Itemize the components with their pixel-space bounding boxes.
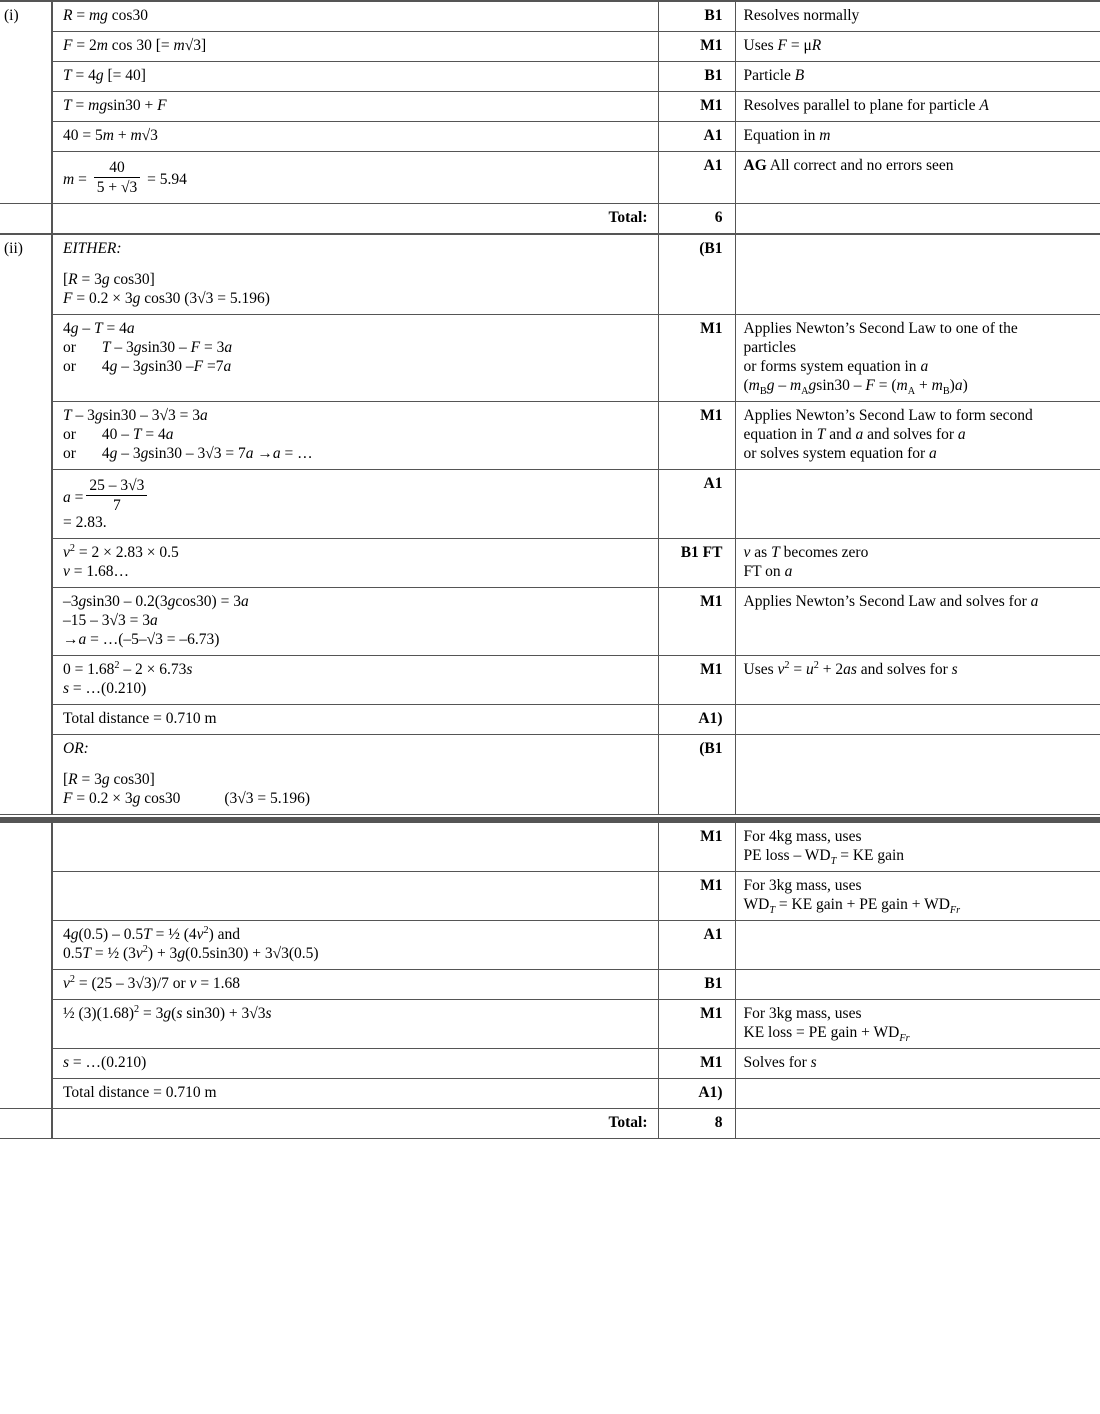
table-row xyxy=(0,656,1100,705)
note-cell: Uses F = μR xyxy=(735,32,1100,62)
note-line: For 3kg mass, uses xyxy=(743,877,862,895)
working-cell xyxy=(52,152,658,204)
equation-t-4g: T = 4g [= 40] xyxy=(63,67,146,84)
total-value-ii: 8 xyxy=(658,1109,735,1139)
table-row xyxy=(0,92,1100,122)
equation-v-squared-result: $v^2 = (25 - 3√3)/7$ or v = 1.68 xyxy=(63,974,241,993)
table-row xyxy=(0,1000,1100,1049)
note-cell: Uses $v^2 = u^2 + 2as$ and solves for s xyxy=(735,656,1100,705)
fraction-result: = 5.94 xyxy=(147,170,187,188)
total-row-ii xyxy=(0,1109,1100,1139)
mark-cell: M1 xyxy=(658,1049,735,1079)
equation-decel-2: –15 – 3√3 = 3a xyxy=(63,612,158,630)
note-line: For 3kg mass, uses xyxy=(743,1005,862,1023)
equation-v-squared: $v^2 = 2 \times 2.83 \times 0.5$ xyxy=(63,543,179,562)
working-cell xyxy=(52,92,658,122)
mark-cell: M1 xyxy=(658,1000,735,1049)
mark-cell: (B1 xyxy=(658,735,735,815)
fraction-m xyxy=(94,159,141,197)
note-cell-pe-4kg xyxy=(735,822,1100,872)
note-line: equation in T and a and solves for a xyxy=(743,425,966,443)
working-cell-or xyxy=(52,735,658,815)
note-cell xyxy=(735,234,1100,315)
table-row xyxy=(0,401,1100,469)
equation-4g-3gsin30-3root3: or 4g – 3gsin30 – 3√3 = 7a →a = … xyxy=(63,444,313,462)
note-cell xyxy=(735,970,1100,1000)
mark-cell: B1 xyxy=(658,1,735,32)
note-cell-v-ft xyxy=(735,539,1100,588)
working-cell-s-result xyxy=(52,1049,658,1079)
equation-s-result: s = …(0.210) xyxy=(63,1054,147,1072)
note-line: $WD_T$ = KE gain + PE gain + $WD_{Fr}$ xyxy=(743,896,961,917)
working-cell-suvat xyxy=(52,656,658,705)
note-line: or forms system equation in a xyxy=(743,357,929,375)
table-row xyxy=(0,588,1100,656)
working-cell-either xyxy=(52,234,658,315)
working-cell-vsq-result xyxy=(52,970,658,1000)
mark-cell: M1 xyxy=(658,822,735,872)
note-cell xyxy=(735,469,1100,539)
table-row xyxy=(0,62,1100,92)
either-heading: EITHER: xyxy=(63,239,122,257)
note-line: KE loss = PE gain + $WD_{Fr}$ xyxy=(743,1024,910,1045)
equation-f-02-3gcos30: F = 0.2 × 3g cos30 (3√3 = 5.196) xyxy=(63,289,270,307)
note-line: or solves system equation for a xyxy=(743,444,937,462)
mark-cell: B1 xyxy=(658,970,735,1000)
equation-decel-1: –3gsin30 – 0.2(3gcos30) = 3a xyxy=(63,593,249,611)
table-row xyxy=(0,1049,1100,1079)
table-row xyxy=(0,32,1100,62)
note-cell-wd-3kg xyxy=(735,872,1100,921)
mark-cell: A1 xyxy=(658,469,735,539)
note-cell xyxy=(735,735,1100,815)
part-label-i: (i) xyxy=(0,1,52,203)
note-cell: Equation in m xyxy=(735,122,1100,152)
note-cell: Resolves parallel to plane for particle A xyxy=(735,92,1100,122)
equation-t-mgsin30: T = mgsin30 + F xyxy=(63,97,167,114)
note-cell-nsl1 xyxy=(735,314,1100,401)
note-line: v as T becomes zero xyxy=(743,544,869,562)
total-label-ii: Total: xyxy=(52,1109,658,1139)
total-label-i: Total: xyxy=(52,203,658,234)
working-cell xyxy=(52,822,658,872)
table-row xyxy=(0,314,1100,401)
part-label-spacer xyxy=(0,203,52,234)
spacer xyxy=(63,758,650,771)
equation-r-3gcos30: [R = 3g cos30] xyxy=(63,270,155,288)
working-cell xyxy=(52,1,658,32)
mark-cell: M1 xyxy=(658,32,735,62)
table-row xyxy=(0,705,1100,735)
working-cell-total-distance-2: Total distance = 0.710 m xyxy=(52,1079,658,1109)
note-line: PE loss – $WD_T$ = KE gain xyxy=(743,847,905,868)
equation-energy-2: 0.5T = ½ $(3v^2) + 3g(0.5\sin 30) + 3√3(0.5)$ xyxy=(63,944,319,963)
mark-cell: M1 xyxy=(658,656,735,705)
table-row xyxy=(0,872,1100,921)
equation-40-5m: 40 = 5m + m√3 xyxy=(63,127,158,144)
note-line-system-equation: $(m_Bg - m_Agsin30 - F = (m_A + m_B)a)$ xyxy=(743,376,968,397)
note-cell: AG All correct and no errors seen xyxy=(735,152,1100,204)
mark-cell: A1) xyxy=(658,1079,735,1109)
note-cell: Resolves normally xyxy=(735,1,1100,32)
note-cell xyxy=(735,1109,1100,1139)
note-cell: Applies Newton’s Second Law and solves for a xyxy=(735,588,1100,656)
mark-cell: (B1 xyxy=(658,234,735,315)
note-line: FT on a xyxy=(743,563,793,581)
working-cell-decel xyxy=(52,588,658,656)
working-cell xyxy=(52,32,658,62)
table-row xyxy=(0,539,1100,588)
or-heading: OR: xyxy=(63,740,89,758)
mark-cell: B1 xyxy=(658,62,735,92)
note-line: Applies Newton’s Second Law to form second xyxy=(743,406,1033,424)
equation-ke: ½ $(3)(1.68)^2 = 3g(s$ sin30) + 3√3s xyxy=(63,1004,272,1023)
table-row xyxy=(0,921,1100,970)
table-row xyxy=(0,1079,1100,1109)
table-row xyxy=(0,822,1100,872)
note-cell xyxy=(735,203,1100,234)
mark-cell: M1 xyxy=(658,872,735,921)
equation-suvat-2: s = …(0.210) xyxy=(63,680,147,698)
mark-cell: A1 xyxy=(658,152,735,204)
note-cell xyxy=(735,1079,1100,1109)
table-row xyxy=(0,735,1100,815)
note-line: Applies Newton’s Second Law to one of the xyxy=(743,319,1018,337)
fraction-denominator: 5 + √3 xyxy=(96,179,138,197)
part-label-spacer xyxy=(0,822,52,1109)
mark-scheme-table-lower xyxy=(0,821,1100,1139)
equation-t-3gsin30-f: or T – 3gsin30 – F = 3a xyxy=(63,338,233,356)
note-cell xyxy=(735,921,1100,970)
working-cell-total-distance: Total distance = 0.710 m xyxy=(52,705,658,735)
working-cell-vsq xyxy=(52,539,658,588)
equation-a-fraction: a = $\frac{25 - 3√3}{7}$ xyxy=(63,475,650,515)
equation-suvat-1: $0 = 1.68^2 - 2 \times 6.73s$ xyxy=(63,660,193,679)
working-cell xyxy=(52,62,658,92)
mark-cell: A1 xyxy=(658,921,735,970)
mark-cell: M1 xyxy=(658,401,735,469)
note-cell-nsl2 xyxy=(735,401,1100,469)
table-row xyxy=(0,970,1100,1000)
equation-f-2mcos30: F = 2m cos 30 [= m√3] xyxy=(63,37,207,54)
total-row-i xyxy=(0,203,1100,234)
fraction-denominator: 7 xyxy=(113,497,121,515)
fraction-numerator: 25 – 3√3 xyxy=(86,477,147,496)
mark-cell: B1 FT xyxy=(658,539,735,588)
working-cell xyxy=(52,122,658,152)
note-line: For 4kg mass, uses xyxy=(743,828,862,846)
table-row xyxy=(0,122,1100,152)
part-label-ii: (ii) xyxy=(0,234,52,815)
mark-cell: A1) xyxy=(658,705,735,735)
mark-cell: A1 xyxy=(658,122,735,152)
note-cell-ke-3kg xyxy=(735,1000,1100,1049)
working-cell-nsl2 xyxy=(52,401,658,469)
equation-r-3gcos30-or: [R = 3g cos30] xyxy=(63,771,155,789)
total-value-i: 6 xyxy=(658,203,735,234)
mark-cell: M1 xyxy=(658,92,735,122)
table-row xyxy=(0,234,1100,315)
spacer xyxy=(63,258,650,271)
mark-cell: M1 xyxy=(658,588,735,656)
working-cell-energy xyxy=(52,921,658,970)
equation-energy-1: 4g(0.5) – 0.5T = ½ $(4v^2)$ and xyxy=(63,925,241,944)
equation-4g-minus-t: 4g – T = 4a xyxy=(63,319,135,337)
note-cell: Particle B xyxy=(735,62,1100,92)
table-row xyxy=(0,469,1100,539)
part-label-spacer xyxy=(0,1109,52,1139)
equation-40-minus-t: or 40 – T = 4a xyxy=(63,425,174,443)
working-cell-a-fraction xyxy=(52,469,658,539)
equation-4g-3gsin30-f: or 4g – 3gsin30 –F =7a xyxy=(63,357,232,375)
note-cell: Solves for s xyxy=(735,1049,1100,1079)
equation-r-mgcos30: R = mg cos30 xyxy=(63,7,148,24)
equation-m-fraction: m = $\frac{40}{5 + √3}$ = 5.94 xyxy=(63,159,187,197)
working-cell-ke xyxy=(52,1000,658,1049)
equation-decel-3: →a = …(–5–√3 = –6.73) xyxy=(63,631,220,649)
note-cell xyxy=(735,705,1100,735)
fraction-result: = 2.83. xyxy=(63,514,107,532)
table-row xyxy=(0,1,1100,32)
working-cell xyxy=(52,872,658,921)
mark-cell: M1 xyxy=(658,314,735,401)
equation-v-value: v = 1.68… xyxy=(63,563,130,581)
note-line: particles xyxy=(743,338,797,356)
fraction-numerator: 40 xyxy=(94,159,141,178)
working-cell-nsl1 xyxy=(52,314,658,401)
table-row xyxy=(0,152,1100,204)
equation-t-3gsin30-3root3: T – 3gsin30 – 3√3 = 3a xyxy=(63,406,208,424)
fraction-a xyxy=(86,477,147,515)
equation-f-02-3gcos30-or: F = 0.2 × 3g cos30 (3√3 = 5.196) xyxy=(63,790,311,808)
